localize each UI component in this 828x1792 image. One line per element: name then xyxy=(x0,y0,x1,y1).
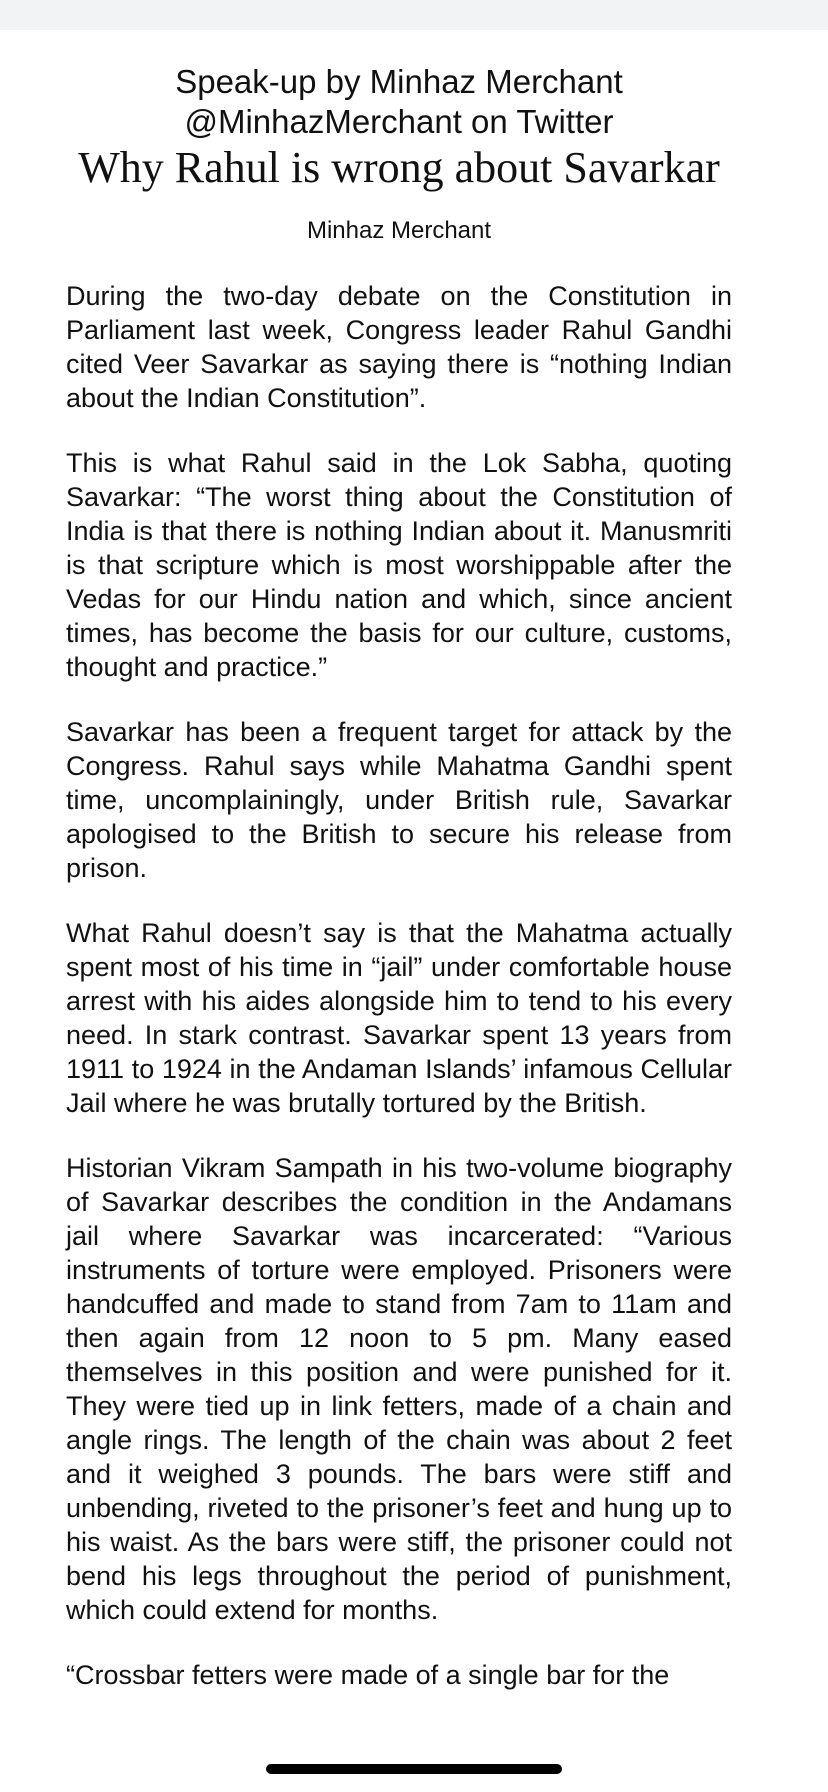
article-author: Minhaz Merchant xyxy=(306,217,492,244)
article-title: Why Rahul is wrong about Savarkar xyxy=(78,143,720,192)
status-bar-strip xyxy=(0,0,828,30)
paragraph-3: Savarkar has been a frequent target for attack by the Congress. Rahul says while Mahatma Gandhi spent time, uncomplainingly, under British rule, Savarkar apologised to the British to secure his release from prison. xyxy=(66,717,732,883)
paragraph-5: Historian Vikram Sampath in his two-volume biography of Savarkar describes the condition in the Andamans jail where Savarkar was incarcerated: “Various instruments of torture were employed. Prisoners were handcuffed and made to stand from 7am to 11am and then again from 12 noon to 5 pm. Many eased themselves in this position and were punished for it. They were tied up in link fetters, made of a chain and angle rings. The length of the chain was about 2 feet and it weighed 3 pounds. The bars were stiff and unbending, riveted to the prisoner’s feet and hung up to his waist. As the bars were stiff, the prisoner could not bend his legs throughout the period of punishment, which could extend for months. xyxy=(66,1153,732,1625)
paragraph-6: “Crossbar fetters were made of a single bar for the xyxy=(66,1660,670,1690)
paragraph-4: What Rahul doesn’t say is that the Mahatma actually spent most of his time in “jail” under comfortable house arrest with his aides alongside him to tend to his every need. In stark contrast. Savarkar spent 13 years from 1911 to 1924 in the Andaman Islands’ infamous Cellular Jail where he was brutally tortured by the British. xyxy=(66,918,732,1118)
article xyxy=(66,62,732,1723)
paragraph-2: This is what Rahul said in the Lok Sabha, quoting Savarkar: “The worst thing about the Constitution of India is that there is nothing Indian about it. Manusmriti is that scripture which is most worshippable after the Vedas for our Hindu nation and which, since ancient times, has become the basis for our culture, customs, thought and practice.” xyxy=(66,448,732,682)
home-indicator[interactable] xyxy=(266,1764,562,1774)
column-name: Speak-up by Minhaz Merchant xyxy=(175,63,623,100)
paragraph-1: During the two-day debate on the Constitution in Parliament last week, Congress leader Rahul Gandhi cited Veer Savarkar as saying there is “nothing Indian about the Indian Constitution”. xyxy=(66,281,732,413)
twitter-handle: @MinhazMerchant on Twitter xyxy=(184,103,614,140)
